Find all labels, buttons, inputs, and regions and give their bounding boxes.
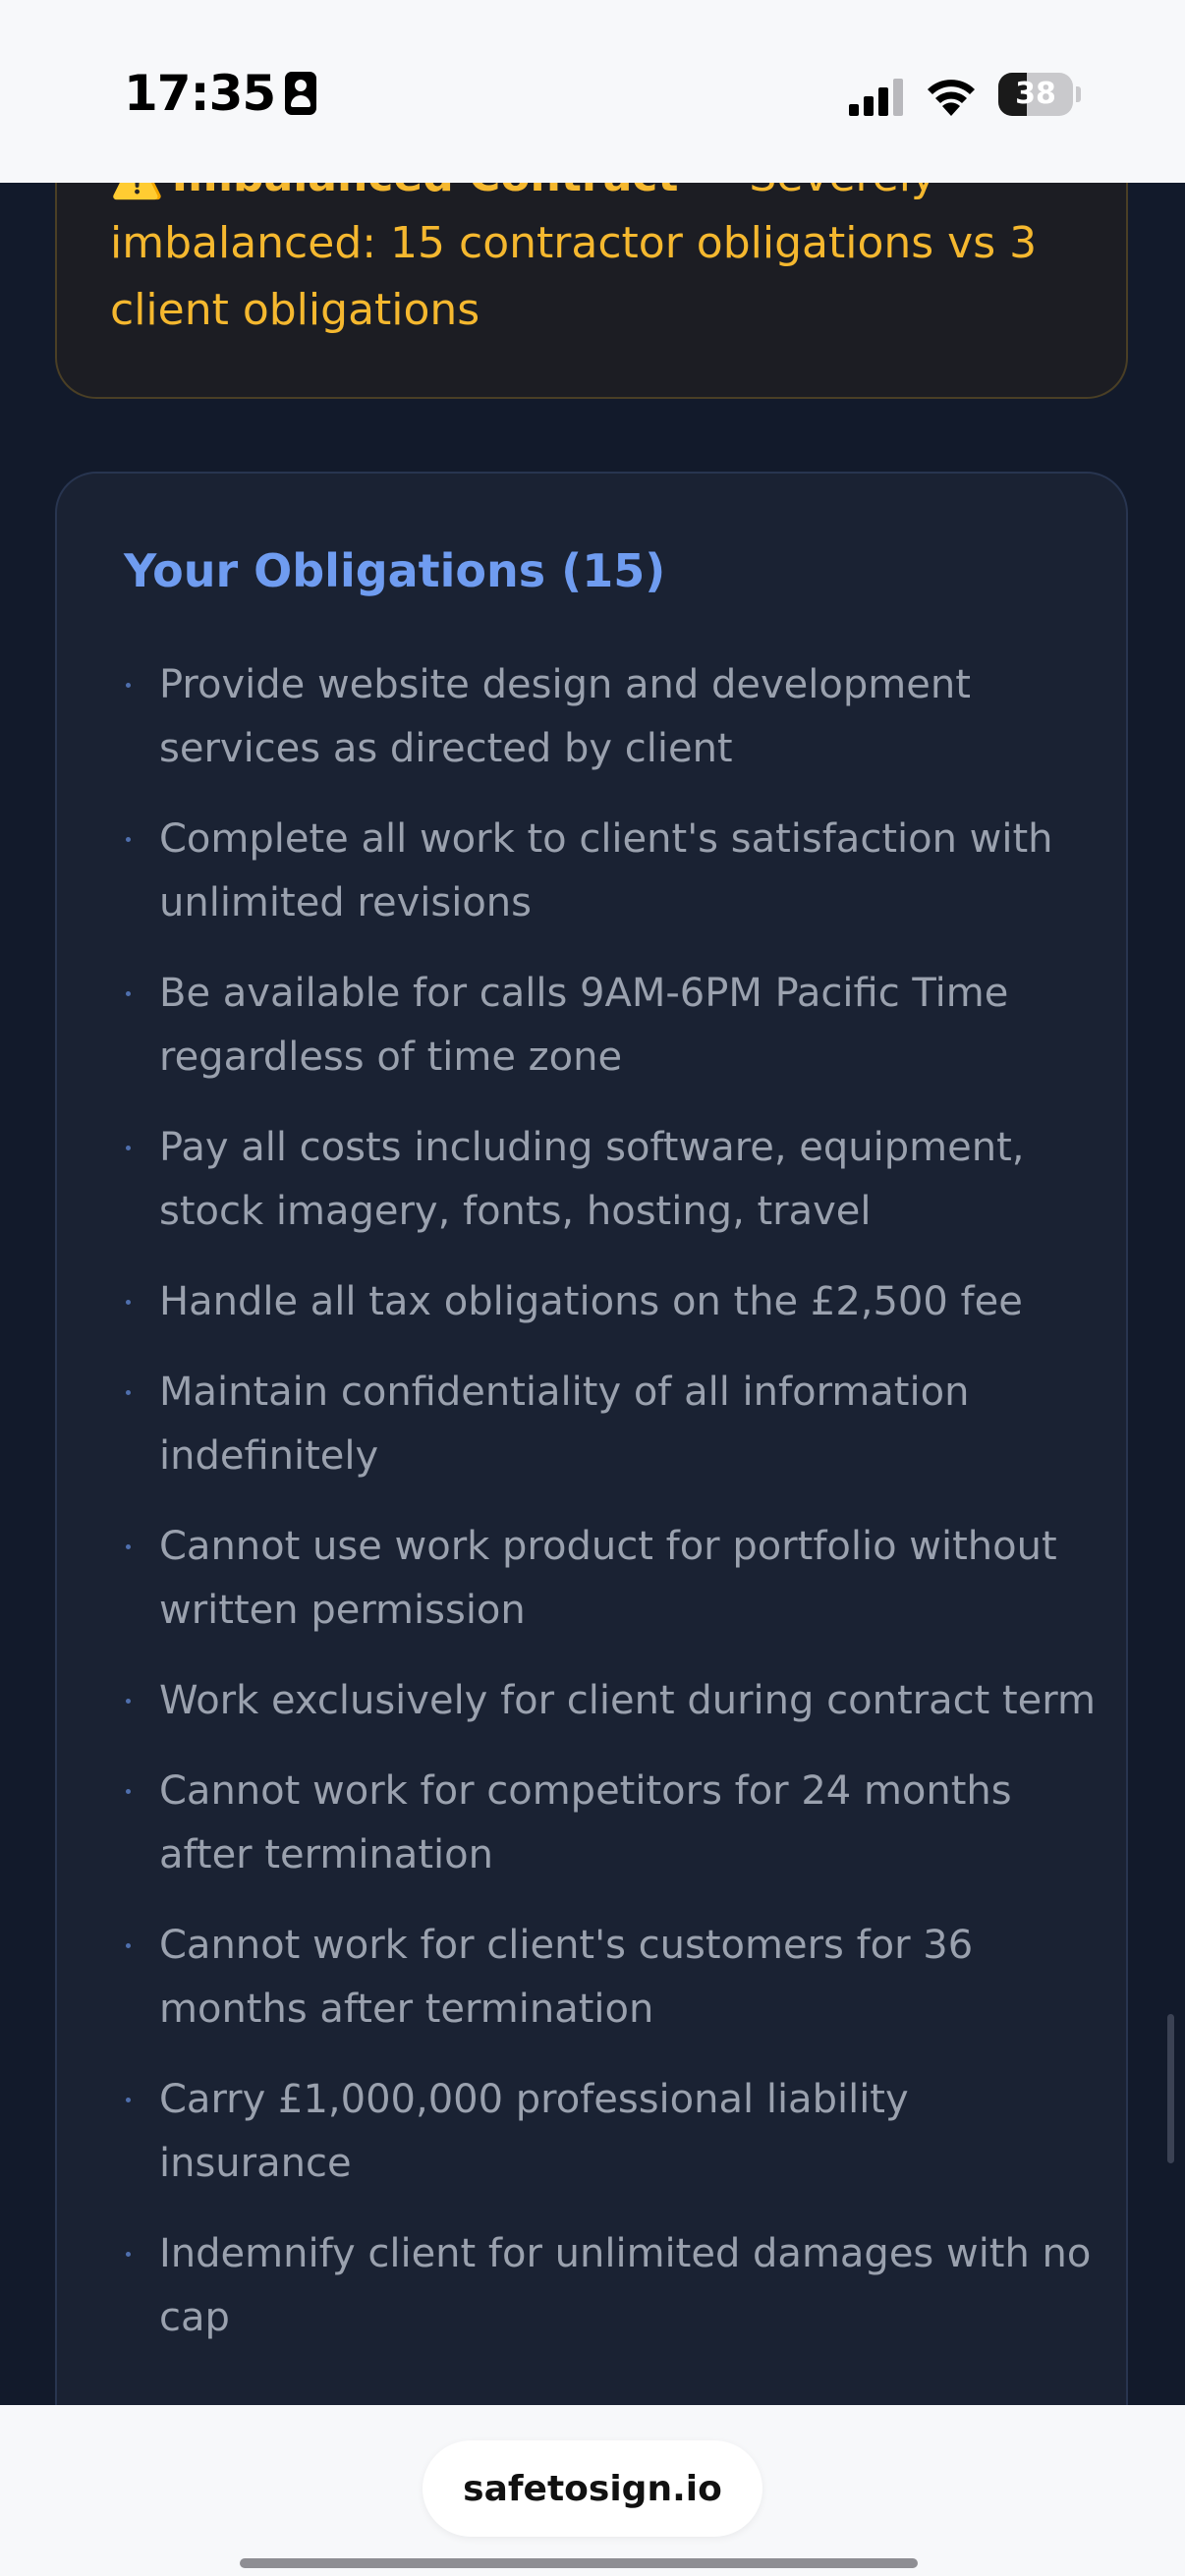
obligation-item: Handle all tax obligations on the £2,500 fee [124, 1270, 1106, 1334]
scroll-indicator[interactable] [1167, 2014, 1174, 2163]
obligation-item: Cannot work for client's customers for 36 months after termination [124, 1914, 1106, 2042]
battery-nub [1076, 86, 1081, 102]
obligation-item: Maintain confidentiality of all information indefinitely [124, 1361, 1106, 1488]
address-bar[interactable] [423, 2440, 762, 2537]
obligation-item: Be available for calls 9AM-6PM Pacific Time regardless of time zone [124, 962, 1106, 1090]
obligation-item: Pay all costs including software, equipment, stock imagery, fonts, hosting, travel [124, 1116, 1106, 1244]
home-indicator[interactable] [240, 2558, 918, 2568]
obligation-item: Complete all work to client's satisfaction with unlimited revisions [124, 808, 1106, 935]
contact-card-icon [285, 72, 316, 115]
obligation-item: Cannot work for competitors for 24 months after termination [124, 1760, 1106, 1887]
battery-body [998, 73, 1073, 116]
status-time [124, 65, 316, 122]
your-obligations-card [55, 472, 1128, 2405]
obligation-item: Cannot use work product for portfolio without written permission [124, 1515, 1106, 1643]
cellular-signal-icon [849, 79, 906, 116]
obligation-item: Work exclusively for client during contract term [124, 1669, 1106, 1733]
battery-icon [998, 73, 1081, 116]
obligation-item: Indemnify client for unlimited damages with no cap [124, 2222, 1106, 2350]
obligation-item: Provide website design and development services as directed by client [124, 653, 1106, 781]
battery-level: 38 [1015, 77, 1056, 111]
browser-bottom-bar [0, 2405, 1185, 2576]
warning-message: imbalanced: 15 contractor obligations vs 3 client obligations [110, 218, 1038, 335]
obligations-title: Your Obligations (15) [124, 544, 666, 597]
obligation-item: Carry £1,000,000 professional liability insurance [124, 2068, 1106, 2196]
url-text: safetosign.io [463, 2468, 722, 2509]
obligations-list [124, 653, 1106, 2377]
wifi-icon [926, 73, 977, 116]
status-bar [0, 0, 1185, 183]
clock-time: 17:35 [124, 65, 276, 122]
